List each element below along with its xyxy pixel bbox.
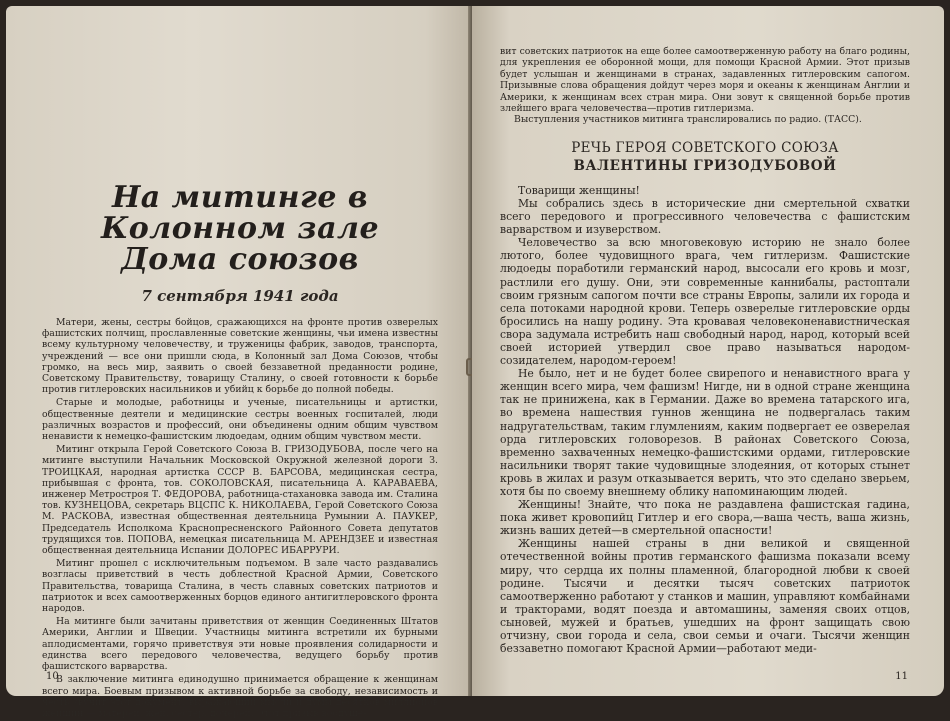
paragraph: Женщины! Знайте, что пока не раздавлена фашистская гадина, пока живет кровопийц Гитлер и его свора,—ваша честь, ваша жизнь, жизнь ваших детей—в смертельной опасности! <box>500 498 910 538</box>
book-spread <box>6 6 944 719</box>
paragraph: В заключение митинга единодушно принимается обращение к женщинам всего мира. Боевым призывом к активной борьбе за свободу, независимость и честь звучит этот документ, выражающий мысли и думы десятков миллионов женщин — матерей, жен, сестер, дочерей. Этот призыв воодуше- <box>42 674 438 719</box>
left-page-content <box>42 182 438 721</box>
paragraph: Товарищи женщины! <box>518 183 640 197</box>
article-title-line-2: Дома союзов <box>121 242 359 277</box>
right-page-number: 11 <box>895 671 908 682</box>
right-page-content <box>500 46 910 655</box>
paragraph: Митинг открыла Герой Советского Союза В. ГРИЗОДУБОВА, после чего на митинге выступили Начальник Московской Окружной железной дороги З. ТРОИЦКАЯ, народная артистка СССР В. БАРСОВА, медицинская сестра, прибывшая с фронта, тов. СОКОЛОВСКАЯ, писательница А. КАРАВАЕВА, инженер Метростроя Т. ФЕДОРОВА, работница-стахановка завода им. Сталина тов. КУЗНЕЦОВА, секретарь ВЦСПС К. НИКОЛАЕВА, Герой Советского Союза М. РАСКОВА, известная общественная деятельница Румынии А. ПАУКЕР, Председатель Исполкома Краснопресненского Районного Совета депутатов трудящихся тов. ПОПОВА, немецкая писательница М. АРЕНДЗЕЕ и известная общественная деятельница Испании ДОЛОРЕС ИБАРРУРИ. <box>42 444 438 557</box>
left-article-body <box>42 317 438 719</box>
paragraph: Женщины нашей страны в дни великой и священной отечественной войны против германского фашизма показали всему миру, что сердца их полны пламенной, благородной любви к своей родине. Тысячи и десятки тысяч советских патриоток самоотверженно работают у станков и машин, управляют комбайнами и тракторами, водят поезда и автомашины, заменяя своих отцов, сыновей, мужей и братьев, ушедших на фронт защищать свою отчизну, свои города и села, свои семьи и очаги. Тысячи женщин беззаветно помогают Красной Армии—работают меди- <box>500 537 910 656</box>
paragraph: На митинге были зачитаны приветствия от женщин Соединенных Штатов Америки, Англии и Швеции. Участницы митинга встретили их бурными аплодисментами, горячо приветствуя эти новые проявления солидарности и единства всего передового человечества, ведущего борьбу против фашистского варварства. <box>42 616 438 673</box>
paragraph: Мы собрались здесь в исторические дни смертельной схватки всего передового и прогрессивного человечества с фашистским варварством и изуверством. <box>500 196 910 237</box>
left-page <box>6 6 472 719</box>
paragraph: Выступления участников митинга транслировались по радио. (ТАСС). <box>514 114 862 126</box>
article-date: 7 сентября 1941 года <box>141 287 339 305</box>
speech-heading-line-2: ВАЛЕНТИНЫ ГРИЗОДУБОВОЙ <box>573 157 837 174</box>
article-title <box>42 182 438 275</box>
paragraph: Митинг прошел с исключительным подъемом. В зале часто раздавались возгласы приветствий в честь доблестной Красной Армии, Советского Правительства, товарища Сталина, в честь славных советских патриотов и патриоток и всех самоотверженных борцов единого антигитлеровского фронта народов. <box>42 558 438 615</box>
paragraph: Человечество за всю многовековую историю не знало более лютого, более чудовищного врага, чем гитлеризм. Фашистские людоеды поработили германский народ, высосали его кровь и мозг, растлили его душу. Они, эти современные каннибалы, растоптали своим грязным сапогом почти все страны Европы, залили их города и села потоками народной крови. Теперь озверелые гитлеровские орды бросились на нашу родину. Эта кровавая человеконенавистническая свора задумала истребить наш свободный народ, народ, который всей своей историей утвердил свое право называться народом-созидателем, народом-героем! <box>500 236 910 368</box>
paragraph: Старые и молодые, работницы и ученые, писательницы и артистки, общественные деятели и медицинские сестры военных госпиталей, люди различных возрастов и профессий, они объединены одним общим чувством ненависти к немецко-фашистским людоедам, одним общим чувством мести. <box>42 397 438 443</box>
paragraph: Матери, жены, сестры бойцов, сражающихся на фронте против озверелых фашистских полчищ, прославленные советские женщины, чьи имена известны всему культурному человечеству, и труженицы фабрик, заводов, транспорта, учреждений — все они пришли сюда, в Колонный зал Дома Союзов, чтобы громко, на весь мир, заявить о своей беззаветной преданности родине, Советскому Правительству, товарищу Сталину, о своей готовности к борьбе против гитлеровских насильников и убийц к борьбе до полной победы. <box>42 317 438 396</box>
speech-body <box>500 184 910 655</box>
left-page-number: 10 <box>46 671 59 682</box>
speech-heading <box>500 140 910 174</box>
continued-article-text <box>500 46 910 126</box>
article-title-line-1: На митинге в Колонном зале <box>100 180 380 246</box>
paragraph: вит советских патриоток на еще более самоотверженную работу на благо родины, для укрепления ее оборонной мощи, для помощи Красной Армии. Этот призыв будет услышан и женщинами в странах, задавленных гитлеровским сапогом. Призывные слова обращения дойдут через моря и океаны к женщинам Англии и Америки, к женщинам всех стран мира. Они зовут к священной борьбе против злейшего врага человечества—против гитлеризма. <box>500 46 910 115</box>
speech-heading-line-1: РЕЧЬ ГЕРОЯ СОВЕТСКОГО СОЮЗА <box>571 139 839 156</box>
paragraph: Не было, нет и не будет более свирепого и ненавистного врага у женщин всего мира, чем фашизм! Нигде, ни в одной стране женщина так не принижена, как в Германии. Даже во времена татарского ига, во времена нашествия гуннов женщина не подвергалась таким надругательствам, таким глумлениям, каким подвергает ее озверелая орда гитлеровских головорезов. В районах Советского Союза, временно захваченных немецко-фашистскими ордами, гитлеровские насильники творят такие чудовищные злодеяния, от которых стынет кровь в жилах и разум отказывается верить, что это сделано зверьем, хотя бы по своему внешнему облику напоминающим людей. <box>500 367 910 498</box>
right-page <box>472 6 944 696</box>
